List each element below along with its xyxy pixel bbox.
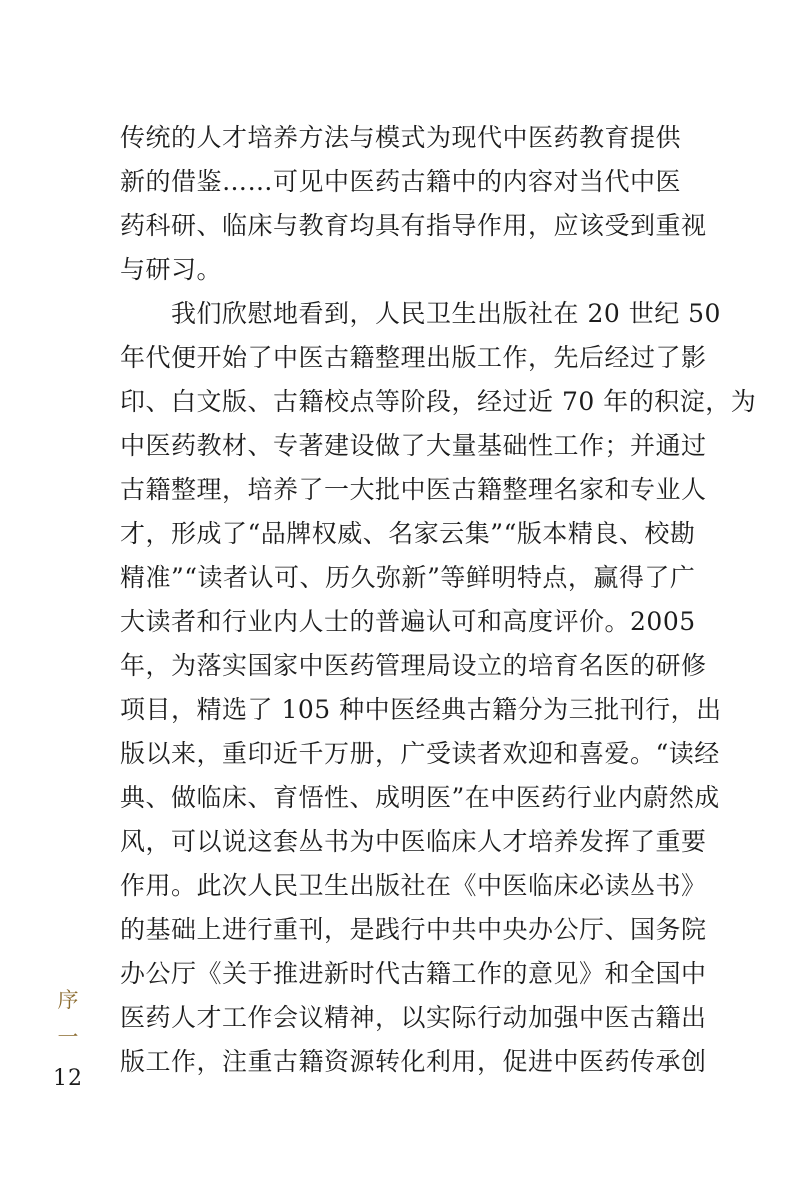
text-line: 典、做临床、育悟性、成明医”在中医药行业内蔚然成 bbox=[120, 783, 720, 812]
text-line: 作用。此次人民卫生出版社在《中医临床必读丛书》 bbox=[120, 871, 707, 900]
text-line: 药科研、临床与教育均具有指导作用，应该受到重视 bbox=[120, 211, 707, 240]
text-line: 印、白文版、古籍校点等阶段，经过近 70 年的积淀，为 bbox=[120, 387, 757, 416]
body-text bbox=[120, 116, 757, 1084]
text-line: 新的借鉴……可见中医药古籍中的内容对当代中医 bbox=[120, 167, 682, 196]
text-line: 年代便开始了中医古籍整理出版工作，先后经过了影 bbox=[120, 343, 707, 372]
page-number: 12 bbox=[53, 1066, 83, 1091]
text-line: 才，形成了“品牌权威、名家云集”“版本精良、校勘 bbox=[120, 519, 696, 548]
text-line: 精准”“读者认可、历久弥新”等鲜明特点，赢得了广 bbox=[120, 563, 696, 592]
text-line: 办公厅《关于推进新时代古籍工作的意见》和全国中 bbox=[120, 959, 707, 988]
text-line: 与研习。 bbox=[120, 255, 223, 284]
text-line: 年，为落实国家中医药管理局设立的培育名医的研修 bbox=[120, 651, 707, 680]
text-line: 版工作，注重古籍资源转化利用，促进中医药传承创 bbox=[120, 1047, 707, 1076]
text-line: 项目，精选了 105 种中医经典古籍分为三批刊行，出 bbox=[120, 695, 722, 724]
text-line: 风，可以说这套丛书为中医临床人才培养发挥了重要 bbox=[120, 827, 707, 856]
text-line: 古籍整理，培养了一大批中医古籍整理名家和专业人 bbox=[120, 475, 707, 504]
text-line: 我们欣慰地看到，人民卫生出版社在 20 世纪 50 bbox=[120, 299, 721, 328]
text-line: 版以来，重印近千万册，广受读者欢迎和喜爱。“读经 bbox=[120, 739, 720, 768]
text-line: 的基础上进行重刊，是践行中共中央办公厅、国务院 bbox=[120, 915, 707, 944]
text-line: 医药人才工作会议精神，以实际行动加强中医古籍出 bbox=[120, 1003, 707, 1032]
section-label-char: 序 bbox=[57, 988, 79, 1012]
text-line: 中医药教材、专著建设做了大量基础性工作；并通过 bbox=[120, 431, 707, 460]
text-line: 大读者和行业内人士的普遍认可和高度评价。2005 bbox=[120, 607, 696, 636]
section-label-char: 一 bbox=[57, 1025, 79, 1049]
text-line: 传统的人才培养方法与模式为现代中医药教育提供 bbox=[120, 123, 682, 152]
